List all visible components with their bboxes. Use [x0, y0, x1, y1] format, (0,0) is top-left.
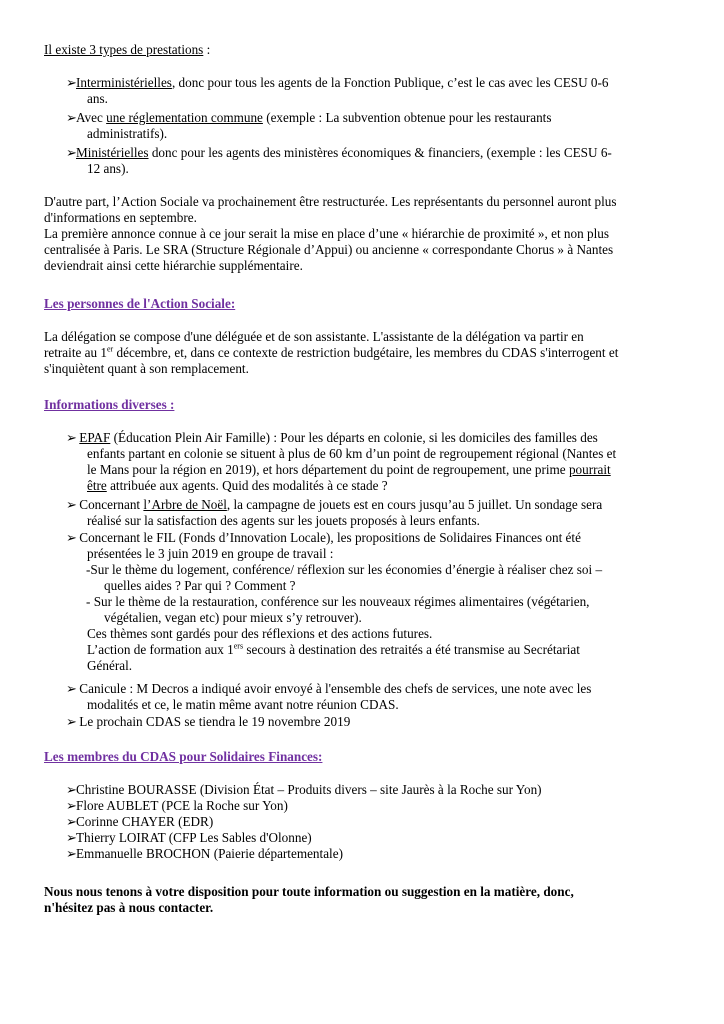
bullet-arrow-icon: ➢	[66, 681, 78, 696]
bullet-arrow-icon: ➢	[66, 714, 78, 729]
intro-title: Il existe 3 types de prestations	[44, 42, 204, 57]
closing-paragraph: Nous nous tenons à votre disposition pour toute information ou suggestion en la matière, donc, n'hésitez pas à nous contacter.	[44, 884, 574, 915]
membres-list	[66, 782, 676, 862]
section-heading-infos: Informations diverses :	[44, 397, 175, 412]
info-item-epaf: ➢ EPAF (Éducation Plein Air Famille) : Pour les départs en colonie, si les domiciles des familles des enfants partant en colonie se situent à plus de 60 km d’un point de regroupement régional (Nantes et le Mans pour la région en 2019), et hors département du point de regroupement, une prime pourrait être attribuée aux agents. Quid des modalités à ce stade ?	[66, 430, 617, 493]
list-item: ➢Flore AUBLET (PCE la Roche sur Yon)	[66, 798, 288, 813]
bullet-arrow-icon: ➢	[66, 798, 78, 813]
bullet-arrow-icon: ➢	[66, 846, 78, 861]
list-item: ➢Thierry LOIRAT (CFP Les Sables d'Olonne)	[66, 830, 312, 845]
bullet-arrow-icon: ➢	[66, 497, 78, 512]
bullet-arrow-icon: ➢	[66, 430, 78, 445]
list-item: ➢Emmanuelle BROCHON (Paierie départementale)	[66, 846, 343, 861]
section-heading-membres: Les membres du CDAS pour Solidaires Finances:	[44, 749, 323, 764]
bullet-arrow-icon: ➢	[66, 75, 78, 90]
bullet-arrow-icon: ➢	[66, 814, 78, 829]
action-sociale-paragraph: D'autre part, l’Action Sociale va prochainement être restructurée. Les représentants du personnel auront plus d'informations en septembre. La première annonce connue à ce jour serait la mise en place d’une « hiérarchie de proximité », et non plus centralisée à Paris. Le SRA (Structure Régionale d’Appui) ou ancienne « correspondante Chorus » à Nantes deviendrait ainsi cette hiérarchie supplémentaire.	[44, 194, 617, 273]
bullet-arrow-icon: ➢	[66, 830, 78, 845]
list-item: ➢Christine BOURASSE (Division État – Produits divers – site Jaurès à la Roche sur Yon)	[66, 782, 542, 797]
personnes-paragraph: La délégation se compose d'une déléguée et de son assistante. L'assistante de la délégation va partir en retraite au 1er décembre, et, dans ce contexte de restriction budgétaire, les membres du CDAS s'interrogent et s'inquiètent quant à son remplacement.	[44, 329, 619, 376]
info-item-fil: ➢ Concernant le FIL (Fonds d’Innovation Locale), les propositions de Solidaires Finances ont été présentées le 3 juin 2019 en groupe de travail : -Sur le thème du logement, conférence/ réflexion sur les économies d’énergie à réaliser chez soi – quelles aides ? Par qui ? Comment ? - Sur le thème de la restauration, conférence sur les nouveaux régimes alimentaires (végétarien, végétalien, vegan etc) pour mieux s’y retrouver). Ces thèmes sont gardés pour des réflexions et des actions futures. L’action de formation aux 1ers secours à destination des retraités a été transmise au Secrétariat Général.	[66, 530, 603, 673]
intro-item-1: ➢Interministérielles, donc pour tous les agents de la Fonction Publique, c’est le cas avec les CESU 0-6 ans.	[66, 75, 609, 106]
info-item-noel: ➢ Concernant l’Arbre de Noël, la campagne de jouets est en cours jusqu’au 5 juillet. Un sondage sera réalisé sur la satisfaction des agents sur les jouets proposés à leurs enfants.	[66, 497, 603, 528]
list-item: ➢Corinne CHAYER (EDR)	[66, 814, 214, 829]
info-item-canicule: ➢ Canicule : M Decros a indiqué avoir envoyé à l'ensemble des chefs de services, une note avec les modalités et ce, le matin même avant notre réunion CDAS.	[66, 681, 592, 712]
info-item-cdas: ➢ Le prochain CDAS se tiendra le 19 novembre 2019	[66, 714, 351, 729]
intro-item-3: ➢Ministérielles donc pour les agents des ministères économiques & financiers, (exemple : les CESU 6- 12 ans).	[66, 145, 612, 176]
bullet-arrow-icon: ➢	[66, 110, 78, 125]
intro-item-2: ➢Avec une réglementation commune (exemple : La subvention obtenue pour les restaurants administratifs).	[66, 110, 552, 141]
intro-title-line: Il existe 3 types de prestations :	[44, 42, 211, 57]
section-heading-personnes: Les personnes de l'Action Sociale:	[44, 296, 236, 311]
bullet-arrow-icon: ➢	[66, 530, 78, 545]
bullet-arrow-icon: ➢	[66, 145, 78, 160]
bullet-arrow-icon: ➢	[66, 782, 78, 797]
